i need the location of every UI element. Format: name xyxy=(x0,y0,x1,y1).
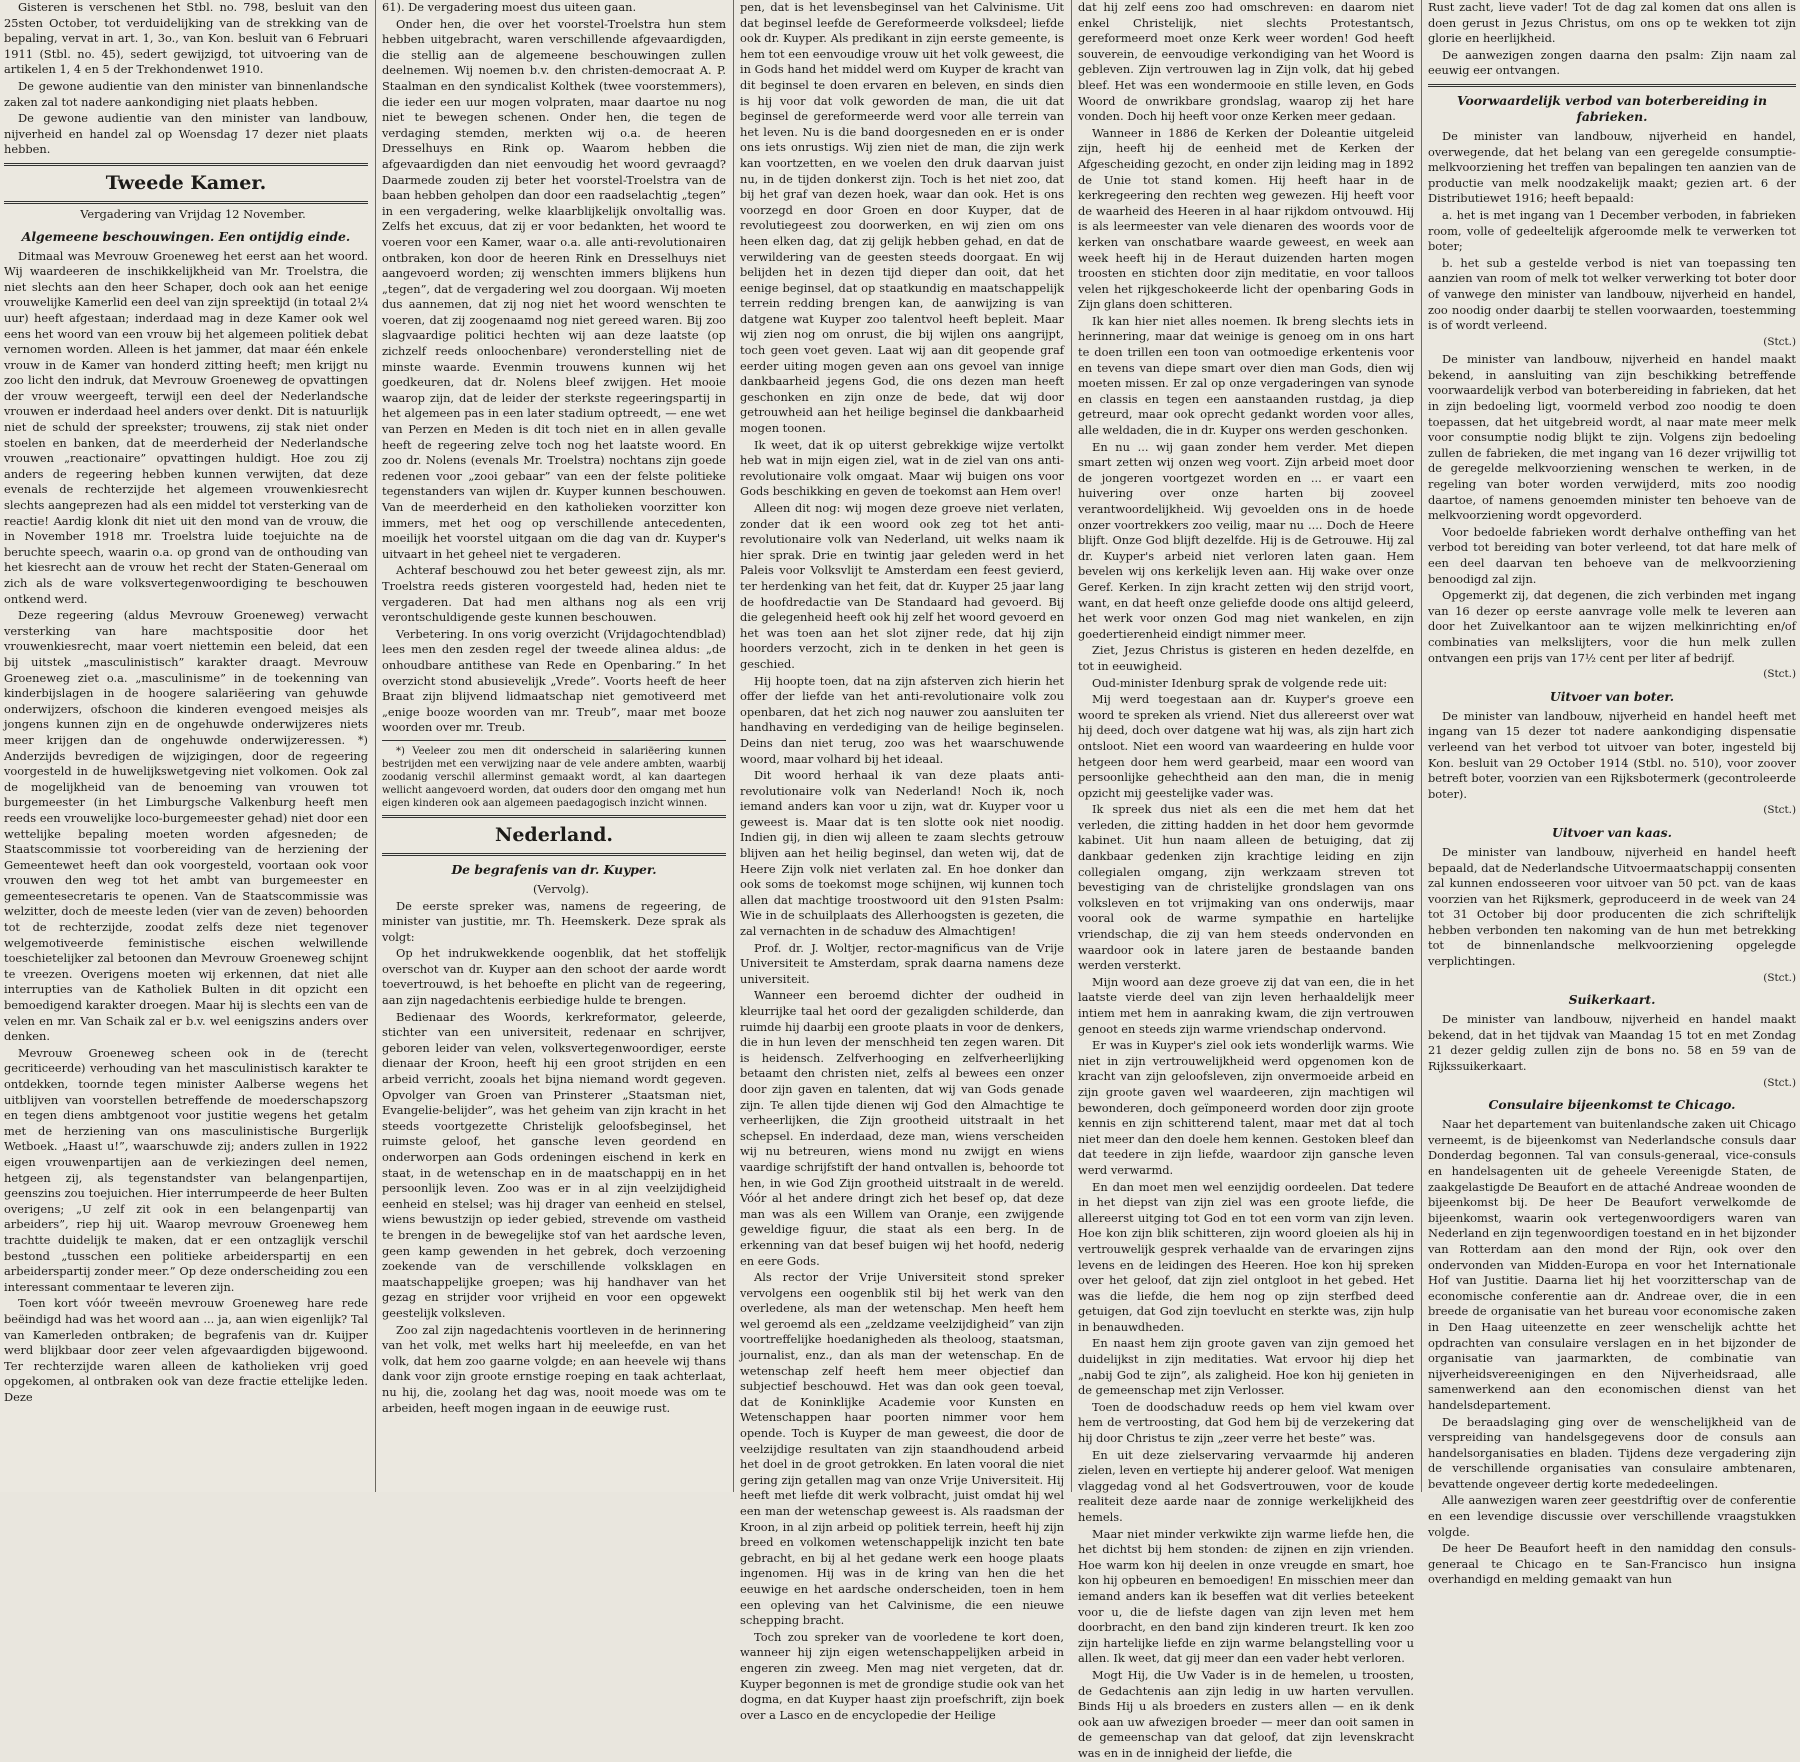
article-paragraph: En uit deze zielservaring vervaarmde hij anderen zielen, leven en vertiepte hij anderer geloof. Wat menigen vlaggedag vond al het Godsvertrouwen, voor de koude realiteit deze aarde naar de zonnige werkelijkheid des hemels. xyxy=(1078,1447,1414,1524)
divider xyxy=(382,815,726,818)
section-title-uitvoer-boter: Uitvoer van boter. xyxy=(1549,688,1675,704)
article-paragraph: De eerste spreker was, namens de regeering, de minister van justitie, mr. Th. Heemskerk. Deze sprak als volgt: xyxy=(382,898,726,944)
section-title: Algemeene beschouwingen. Een ontijdig einde. xyxy=(21,228,351,244)
article-paragraph: Alle aanwezigen waren zeer geestdriftig over de conferentie en een levendige discussie over verschillende vraagstukken volgde. xyxy=(1428,1493,1796,1539)
column-1 xyxy=(0,0,372,1492)
article-paragraph: b. het sub a gestelde verbod is niet van toepassing ten aanzien van room of melk tot welker verwerking tot boter door of vanwege den minister van landbouw, nijverheid en handel, zoo noodig onder daarbij te stellen voorwaarden, toestemming is of wordt verleend. xyxy=(1428,255,1796,333)
article-paragraph: Naar het departement van buitenlandsche zaken uit Chicago verneemt, is de bijeenkomst van Nederlandsche consuls daar Donderdag begonnen. Tal van consuls-generaal, vice-consuls en handelsagenten uit de geheele Vereenigde Staten, de zaakgelastigde De Beaufort en de attaché Andreae woonden de bijeenkomst bij. De heer De Beaufort verwelkomde de bijeenkomst, waarin ook vertegenwoordigers waren van Nederland en zijn tegenwoordigen toestand en in het bijzonder van Rotterdam aan den mond der Rijn, ook over den ondervonden van Midden-Europa en voor het Internationale Hof van Justitie. Daarna liet hij het voorzitterschap van de economische conferentie aan dr. Andreae over, die in een breede de organisatie van het bureau voor economische zaken in Den Haag uiteenzette en zeer wenschelijk achtte het opdrachten van consulaire verslagen en in het bijzonder de organisatie van jaarmarkten, de combinatie van nijverheidsvereenigingen en den Nijverheidsraad, alle samenwerkend aan den economischen dienst van het handelsdepartement. xyxy=(1428,1117,1796,1412)
source-stct: (Stct.) xyxy=(1763,971,1796,984)
divider xyxy=(4,201,368,204)
correction-notice: Verbetering. In ons vorig overzicht (Vrijdagochtendblad) lees men den zesden regel der tweede alinea aldus: „de onhoudbare antithese van Rede en Openbaring.” In het overzicht stond abusievelijk „Vrede”. Voorts heeft de heer Braat zijn blijvend lidmaatschap niet gemotiveerd met „enige booze woorden van mr. Treub”, maar met booze woorden over mr. Treub. xyxy=(382,626,726,735)
column-rule xyxy=(733,0,734,1492)
source-stct: (Stct.) xyxy=(1763,1076,1796,1089)
article-paragraph: Op het indrukwekkende oogenblik, dat het stoffelijk overschot van dr. Kuyper aan den schoot der aarde wordt toevertrouwd, is het behoefte en plicht van de regeering, aan zijn nagedachtenis eerbiedige hulde te brengen. xyxy=(382,946,726,1008)
article-paragraph: Onder hen, die over het voorstel-Troelstra hun stem hebben uitgebracht, waren verschillende afgevaardigden, die stellig aan de algemeene beschouwingen zullen deelnemen. Wij noemen b.v. den christen-democraat A. P. Staalman en den syndicalist Kolthek (twee voorstemmers), die ieder een uur mogen volpraten, maar daartoe nu nog niet te bewegen schenen. Onder hen, die tegen de verdaging stemden, merkten wij o.a. de heeren Dresselhuys en Rink op. Waarom hebben die afgevaardigden dan niet eenvoudig het woord gevraagd? Daarmede zouden zij beter het voorstel-Troelstra van de baan hebben geholpen dan door een raadselachtig „tegen” in een vergadering, welke klaarblijkelijk onvoltallig was. Zelfs het excuus, dat zij er voor bedankten, het woord te voeren voor een Kamer, waar o.a. alle anti-revolutionairen ontbraken, kon door de heeren Rink en Dresselhuys niet aangevoerd worden; zij wenschten immers blijkens hun „tegen”, dat de vergadering wel zou doorgaan. Wij moeten dus aannemen, dat zij nog niet het woord wenschten te voeren, dat zij zoogenaamd nog niet gereed waren. Bij zoo slagvaardige politici hechten wij aan deze laatste (op zichzelf reeds onloochenbare) veronderstelling niet de minste waarde. Evenmin trouwens kunnen wij het goedkeuren, dat dr. Nolens bleef zwijgen. Het mooie waarop zijn, dat de leider der sterkste regeeringspartij in het algemeen pas in een later stadium optreedt, — ene wet van Perzen en Meden is dit toch niet en in allen gevalle heeft de regeering zelve toch nog het laatste woord. En zoo dr. Nolens (evenals Mr. Troelstra) nochtans zijn goede redenen voor „zooi gebaar” van een der felste politieke tegenstanders van wijlen dr. Kuyper kunnen beschouwen. Van de meerderheid en den katholieken voorzitter kon immers, met het oog op verschillende antecedenten, moeilijk het voorstel uitgaan om die dag van dr. Kuyper's uitvaart in het geheel niet te vergaderen. xyxy=(382,16,726,561)
article-paragraph: Oud-minister Idenburg sprak de volgende rede uit: xyxy=(1092,675,1388,690)
divider xyxy=(382,740,726,741)
section-title-boterbereiding: Voorwaardelijk verbod van boterbereiding in fabrieken. xyxy=(1457,92,1767,124)
article-paragraph: En nu ... wij gaan zonder hem verder. Met diepen smart zetten wij onzen weg voort. Zijn arbeid moet door de jongeren voortgezet worden en ... er vaart een huivering over onze harten bij zooveel verantwoordelijkheid. Wij gevoelden ons in de hoede onzer voortrekkers zoo veilig, maar nu .... Doch de Heere blijft. Onze God blijft dezelfde. Hij is de Getrouwe. Hij zal dr. Kuyper's arbeid niet verloren laten gaan. Hem bevelen wij ons kerkelijk leven aan. Hij wake over onze Geref. Kerken. In zijn kracht zetten wij den strijd voort, want, en dat heeft onze geliefde doode ons altijd geleerd, het werk voor onzen God mag niet wankelen, en zijn goedertierenheid eindigt nimmer meer. xyxy=(1078,439,1414,641)
source-stct: (Stct.) xyxy=(1763,668,1796,681)
article-paragraph: De beraadslaging ging over de wenschelijkheid van de verspreiding van handelsgegevens door de consuls aan handelsorganisaties en bladen. Tijdens deze vergadering zijn de verschillende organisaties van consulaire ambtenaren, bevattende ongeveer dertig korte mededeelingen. xyxy=(1428,1414,1796,1491)
article-paragraph: Alleen dit nog: wij mogen deze groeve niet verlaten, zonder dat ik een woord ook zeg tot het anti-revolutionaire volk van Nederland, uit welks naam ik hier sprak. Drie en twintig jaar geleden werd in het Paleis voor Volksvlijt te Amsterdam een feest gevierd, ter herdenking van het feit, dat dr. Kuyper 25 jaar lang de hoofdredactie van De Standaard had gevoerd. Bij die gelegenheid heeft ook hij zelf het woord gevoerd en het was toen aan het slot zijner rede, dat hij zijn hoorders verzocht, zich in te denken in het geen is geschied. xyxy=(740,501,1064,671)
article-paragraph: Ditmaal was Mevrouw Groeneweg het eerst aan het woord. Wij waardeeren de inschikkelijkheid van Mr. Troelstra, die niet slechts aan den heer Schaper, doch ook aan het eenige vrouwelijke Kamerlid een deel van zijn spreektijd (in totaal 2¼ uur) heeft afgestaan; inderdaad mag in deze Kamer ook wel eens het woord van een vrouw bij het algemeen politiek debat vernomen worden. Alleen is het jammer, dat maar één enkele vrouw in de Kamer van honderd zitting heeft; men krijgt nu zoo licht den indruk, dat Mevrouw Groeneweg de opvattingen der vrouw weergeeft, terwijl een deel der Nederlandsche vrouwen er inderdaad heel anders over denkt. Dit is natuurlijk niet de schuld der spreekster; trouwens, zij stak niet onder stoelen en banken, dat de meerderheid der Nederlandsche vrouwen „reactionaire” opvattingen huldigt. Hoe zou zij anders de regeering hebben kunnen verwijten, dat deze evenals de rechterzijde het algemeen vrouwenkiesrecht slechts aangeprezen had als een middel tot versterking van de reactie! Aardig klonk dit niet uit den mond van de vrouw, die in November 1918 mr. Troelstra luide toejuichte na de beruchte speech, waarin o.a. op grond van de onthouding van het kiesrecht aan de vrouw het recht der Staten-Generaal om zich als de ware volksvertegenwoordiging te beschouwen ontkend werd. xyxy=(4,248,368,606)
article-paragraph: Toen de doodschaduw reeds op hem viel kwam over hem de vertroosting, dat God hem bij de verzekering dat hij door Christus te zijn „zeer verre het beste” was. xyxy=(1078,1399,1414,1446)
article-paragraph: Dit woord herhaal ik van deze plaats anti-revolutionaire volk van Nederland! Noch ik, noch iemand anders kan voor u zijn, wat dr. Kuyper voor u geweest is. Maar dat is ten slotte ook niet noodig. Indien gij, in dien wij alleen te zaam slechts getrouw blijven aan het heilig beginsel, dan weten wij, dat de Heere Zijn volk niet verlaten zal. En hoe donker dan ook soms de toekomst moge schijnen, wij kunnen toch allen dat machtige troostwoord uit den 91sten Psalm: Wie in de schuilplaats des Allerhoogsten is gezeten, die zal vernachten in de schaduw des Almachtigen! xyxy=(740,768,1064,939)
column-3 xyxy=(736,0,1068,1722)
article-paragraph: De minister van landbouw, nijverheid en handel heeft bepaald, dat de Nederlandsche Uitvoermaatschappij consenten zal kunnen endosseeren voor uitvoer van 50 pct. van de kaas voorzien van het Rijksmerk, geproduceerd in de week van 24 tot 31 October bij door producenten die zich schriftelijk hebben verbonden ten nakoming van de hun met betrekking tot de binnenlandsche melkvoorziening opgelegde verplichtingen. xyxy=(1428,844,1796,969)
article-paragraph: Ik spreek dus niet als een die met hem dat het verleden, die zitting hadden in het door hem gevormde kabinet. Uit hun naam alleen de betuiging, dat zij dankbaar gedenken zijn krachtige leiding en zijn collegialen omgang, zijn werkzaam streven tot bevestiging van de christelijke grondslagen van ons volksleven en tot vrijmaking van ons onderwijs, maar vooral ook de warme sympathie en hartelijke vriendschap, die zij van hem steeds ondervonden en waardoor ook in latere jaren de bestaande banden werden versterkt. xyxy=(1078,802,1414,973)
article-paragraph: Ik kan hier niet alles noemen. Ik breng slechts iets in herinnering, maar dat weinige is genoeg om in ons hart te doen trillen een toon van ootmoedige erkentenis voor en tevens van diepe smart over dien man Gods, dien wij moeten missen. Er zal op onze vergaderingen van synode en classis en tegen een aanstaanden rustdag, ja diep getreurd, maar ook oprecht gedankt worden voor alles, alle weldaden, die in dr. Kuyper ons werden geschonken. xyxy=(1078,313,1414,438)
divider xyxy=(382,853,726,856)
article-paragraph: Maar niet minder verkwikte zijn warme liefde hen, die het dichtst bij hem stonden: de zijnen en zijn vrienden. Hoe warm kon hij deelen in onze vreugde en smart, hoe kon hij opbeuren en bemoedigen! En misschien meer dan iemand anders kan ik beseffen wat dit verlies beteekent voor u, die de liefste dagen van zijn leven met hem doorbracht, en den band zijn kinderen treurt. Ik ken zoo zijn hartelijke liefde en zijn warme belangstelling voor u allen. Ik weet, dat gij meer dan een vader hebt verloren. xyxy=(1078,1526,1414,1666)
article-paragraph: 61). De vergadering moest dus uiteen gaan. xyxy=(382,0,637,14)
article-paragraph: Wanneer in 1886 de Kerken der Doleantie uitgeleid zijn, heeft hij de eenheid met de Kerken der Afgescheiding gezocht, en onder zijn leiding mag in 1892 de Unie tot stand komen. Hij heeft haar in de kerkregeering den rechten weg gewezen. Hij heeft voor de waarheid des Heeren in al haar rijkdom ontvouwd. Hij is als leermeester van vele dienaren des woords voor de kerken van onschatbare waarde geweest, en week aan week heeft hij in de Heraut duizenden harten mogen troosten en stichten door zijn meditatie, en voor talloos velen het rijkgeschokeerde licht der openbaring Gods in Zijn glans doen schitteren. xyxy=(1078,125,1414,312)
column-rule xyxy=(375,0,376,1492)
column-4 xyxy=(1074,0,1418,1760)
article-paragraph: pen, dat is het levensbeginsel van het Calvinisme. Uit dat beginsel leefde de Gereformeerde volksdeel; liefde ook dr. Kuyper. Als predikant in zijn eerste gemeente, is hem tot een eenvoudige vrouw uit het volk geweest, die in Gods hand het middel werd om Kuyper de kracht van dit beginsel te doen ervaren en beleven, en sinds dien is hij voor dat volk geworden de man, die uit dat beginsel de gereformeerde werd voor alle terrein van het leven. Nu is die band doorgesneden en er is onder ons iets onrustigs. Wij zien niet de man, die zijn werk kan voortzetten, en we voelen den druk daarvan juist nu, in de tijden donkerst zijn. Toch is het niet zoo, dat bij het graf van dezen hoek, waar dan ook. Het is ons voorzegd en door Groen en door Kuyper, dat de revolutiegeest zou doorwerken, en wij zien om ons heen elken dag, dat zij gelijk hebben gehad, en dat de verwildering van de geesten steeds doorgaat. En wij belijden het in dezen tijd dieper dan ooit, dat het eenige beginsel, dat op staatkundig en maatschappelijk terrein redding brengen kan, de aanwijzing is van datgene wat Kuyper zoo talentvol heeft bepleit. Maar wij zien nog om onrust, die bij wijlen ons aangrijpt, toch geen voet geven. Laat wij aan dit geopende graf eerder uiting mogen geven aan ons gevoel van innige dankbaarheid jegens God, die ons dezen man heeft geschonken en zijn onze de bede, dat wij door getrouwheid aan het heilige beginsel die dankbaarheid mogen toonen. xyxy=(740,0,1064,436)
article-paragraph: Prof. dr. J. Woltjer, rector-magnificus van de Vrije Universiteit te Amsterdam, sprak daarna namens deze universiteit. xyxy=(740,940,1064,986)
notice-audience-1: De gewone audientie van den minister van binnenlandsche zaken zal tot nadere aankondiging niet plaats hebben. xyxy=(4,78,368,109)
article-paragraph: De aanwezigen zongen daarna den psalm: Zijn naam zal eeuwig eer ontvangen. xyxy=(1428,47,1796,78)
article-paragraph: De minister van landbouw, nijverheid en handel, overwegende, dat het belang van een geregelde consumptie-melkvoorziening het treffen van bepalingen ten aanzien van de productie van melk noodzakelijk maakt; gezien art. 6 der Distributiewet 1916; heeft bepaald: xyxy=(1428,128,1796,206)
column-2 xyxy=(378,0,730,1492)
article-paragraph: De minister van landbouw, nijverheid en handel maakt bekend, in aansluiting van zijn beschikking betreffende voorwaardelijk verbod van boterbereiding in fabrieken, dat het in zijn bedoeling ligt, voormeld verbod zoo noodig te doen toepassen, dat het uitgebreid wordt, al naar mate meer melk voor consumptie nodig blijkt te zijn. Volgens zijn bedoeling zullen de fabrieken, die met ingang van 16 dezer vrijwillig tot de geregelde melkvoorziening wenschen te werken, in de regeling van boter worden verwijderd, mits zoo noodig daartoe, of namens genoemden minister ten behoeve van de melkvoorziening wordt opgevorderd. xyxy=(1428,352,1796,523)
article-paragraph: Achteraf beschouwd zou het beter geweest zijn, als mr. Troelstra reeds gisteren voorgesteld had, heden niet te vergaderen. Dat had men althans nog als een vrij verontschuldigende geste kunnen beschouwen. xyxy=(382,563,726,625)
article-paragraph: De minister van landbouw, nijverheid en handel heeft met ingang van 15 dezer tot nadere aankondiging dispensatie verleend van het verbod tot uitvoer van boter, ingesteld bij Kon. besluit van 29 October 1914 (Stbl. no. 510), voor zoover betreft boter, voorzien van een Rijksbotermerk (gecontroleerde boter). xyxy=(1428,708,1796,801)
section-title-consulaire: Consulaire bijeenkomst te Chicago. xyxy=(1488,1097,1736,1113)
column-rule xyxy=(1421,0,1422,1492)
article-paragraph: En dan moet men wel eenzijdig oordeelen. Dat tedere in het diepst van zijn ziel was een groote liefde, die allereerst uitging tot God en tot een vorm van zijn leven. Hoe kon zijn blik schitteren, zijn woord gloeien als hij in vertrouwelijk gesprek verhaalde van de ervaringen zijns levens en de leidingen des Heeren. Hoe kon hij spreken over het geloof, dat zijn ziel ontgloot in het gebed. Het was die liefde, die hem nog op zijn sterfbed deed getuigen, dat God zijn toevlucht en sterkte was, zijn hulp in benauwdheden. xyxy=(1078,1179,1414,1334)
article-paragraph: De minister van landbouw, nijverheid en handel maakt bekend, dat in het tijdvak van Maandag 15 tot en met Zondag 21 dezer geldig zullen zijn de bons no. 58 en 59 van de Rijkssuikerkaart. xyxy=(1428,1012,1796,1074)
article-paragraph: Opgemerkt zij, dat degenen, die zich verbinden met ingang van 16 dezer op eerste aanvrage volle melk te leveren aan door het Zuivelkantoor aan te wijzen melkinrichting en/of combinaties van melkslijters, voor die hun melk zullen ontvangen een prijs van 17½ cent per liter af bedrijf. xyxy=(1428,588,1796,665)
article-paragraph: Bedienaar des Woords, kerkreformator, geleerde, stichter van een universiteit, redenaar en schrijver, geboren leider van velen, volksvertegenwoordiger, eerste dienaar der Kroon, heeft hij een groot strijden en een arbeid verricht, zooals het bijna niemand wordt gegeven. Opvolger van Groen van Prinsterer „Staatsman niet, Evangelie-belijder”, was het geheim van zijn kracht in het steeds voortgezette Christelijk geloofsbeginsel, het ruimste geloof, het gansche leven geordend en onderworpen aan Gods ordeningen eischend in kerk en staat, in de wetenschap en in de maatschappij en in het persoonlijk leven. Zoo was er in al zijn veelzijdigheid eenheid en stelsel; was hij drager van eenheid en stelsel, wiens bewustzijn op ieder gebied, strevende om vastheid te brengen in de bewegelijke stof van het aardsche leven, geen kamp gewenden in het gebrek, doch verzoening zoekende van de verschillende volksklagen en maatschappelijke groepen; was hij handhaver van het gezag en strijder voor vrijheid en voor een opgewekt geestelijk volksleven. xyxy=(382,1009,726,1320)
article-paragraph: En naast hem zijn groote gaven van zijn gemoed het duidelijkst in zijn meditaties. Wat ervoor hij diep het „nabij God te zijn”, als zaligheid. Hoe kon hij genieten in de gemeenschap met zijn Verlosser. xyxy=(1078,1336,1414,1398)
section-title-uitvoer-kaas: Uitvoer van kaas. xyxy=(1552,824,1672,840)
column-rule xyxy=(1071,0,1072,1492)
footnote: *) Veeleer zou men dit onderscheid in salariëering kunnen bestrijden met een verwijzing naar de vele andere ambten, waarbij zoodanig verschil allerminst gemaakt wordt, al kan daartegen wellicht aangevoerd worden, dat ouders door den omgang met hun eigen kinderen ook aan algemeen paedagogisch inzicht winnen. xyxy=(382,745,726,809)
article-paragraph: Toen kort vóór tweeën mevrouw Groeneweg hare rede beëindigd had was het woord aan ... ja, aan wien eigenlijk? Tal van Kamerleden ontbraken; de begrafenis van dr. Kuijper werd blijkbaar door zeer velen afgevaardigden bijgewoond. Ter rechterzijde waren alleen de katholieken vrij goed opgekomen, al ontbraken ook van deze fractie ettelijke leden. Deze xyxy=(4,1296,368,1404)
divider xyxy=(4,163,368,166)
article-paragraph: Als rector der Vrije Universiteit stond spreker vervolgens een oogenblik stil bij het werk van den overledene, als man der wetenschap. Men heeft hem wel geroemd als een „zeldzame veelzijdigheid” van zijn voortreffelijke hoedanigheden als theoloog, staatsman, journalist, enz., dan als man der wetenschap. En de wetenschap zelf heeft hem meer objectief dan subjectief beschouwd. Het was dan ook geen toeval, dat de Koninklijke Academie voor Kunsten en Wetenschappen haar poorten nimmer voor hem opende. Toch is Kuyper de man geweest, die door de veelzijdige resultaten van zijn staandhoudend arbeid het doel in de groot getrokken. En laten vooral die niet gering zijn getallen mag van onze Vrije Universiteit. Hij heeft met liefde dit werk volbracht, juist omdat hij wel een man der wetenschap geweest is. Als raadsman der Kroon, in al zijn arbeid op politiek terrein, heeft hij zijn breed en volkomen wetenschappelijk inzicht ten bate gebracht, en bij al het gedane werk een hooge plaats ingenomen. Hij was in de kring van hen die het eeuwige en het aardsche onderscheiden, toen in hem een opleving van het Calvinisme, die een nieuwe schepping bracht. xyxy=(740,1270,1064,1628)
session-date: Vergadering van Vrijdag 12 November. xyxy=(80,206,306,221)
article-paragraph: dat hij zelf eens zoo had omschreven: en daarom niet enkel Christelijk, niet slechts Protestantsch, gereformeerd moet onze Kerk weer worden! God heeft souverein, de eenvoudige verkondiging van het Woord is gebleven. Zijn vertrouwen lag in Zijn volk, dat hij gebed bleef. Het was een wondermooie en stille leven, en Gods Woord de onwrikbare grondslag, waarop zij het hare vonden. Doch hij heeft voor onze Kerken meer gedaan. xyxy=(1078,0,1414,124)
source-stct: (Stct.) xyxy=(1763,335,1796,348)
continued-label: (Vervolg). xyxy=(532,881,590,896)
divider xyxy=(1428,84,1796,87)
article-paragraph: Deze regeering (aldus Mevrouw Groeneweg) verwacht versterking van hare machtspositie door het vrouwenkiesrecht, maar voert niettemin een beleid, dat een bij uitstek „masculinistisch” karakter draagt. Mevrouw Groeneweg ziet o.a. „masculinisme” in de toekenning van kinderbijslagen in de hoogere salariëering van gehuwde onderwijzers, ofschoon die kinderen evengoed meisjes als jongens kunnen zijn en de ongehuwde onderwijzeres niets meer krijgen dan de ongehuwde onderwijzeressen. *) Anderzijds bevredigen de wijzigingen, door de regeering voorgesteld in de huwelijkswetgeving niet volkomen. Ook zal de mogelijkheid van de benoeming van vrouwen tot burgemeester (in het Limburgsche Valkenburg heeft men reeds een vrouwelijke loco-burgemeester gehad) niet door een wettelijke bepaling moeten worden afgesneden; de Staatscommissie tot voorbereiding van de herziening der Gemeentewet heeft dan ook voorgesteld, voortaan ook voor vrouwen den weg tot het ambt van burgemeester en gemeentesecretaris te openen. Van de Staatscommissie was welzitter, doch de meeste leden (vier van de zeven) behoorden tot de rechterzijde, zoodat zelfs deze niet tegenover welgemotiveerde feministische eischen welwillende toeschietelijker zal betoonen dan Mevrouw Groeneweg schijnt te vreezen. Overigens moeten wij erkennen, dat niet alle interrupties van de Katholiek Bulten in dit opzicht een bemoedigend karakter droegen. Maar hij is slechts een van de velen en mr. Van Schaik zal er b.v. wel eenigszins anders over denken. xyxy=(4,608,368,1044)
article-paragraph: Mij werd toegestaan aan dr. Kuyper's groeve een woord te spreken als vriend. Niet dus allereerst over wat hij deed, doch over datgene wat hij was, als zijn hart zich ontsloot. Niet een woord van waardeering en hulde voor hetgeen door hem werd gearbeid, maar een woord van persoonlijke gehechtheid aan den man, die in menig opzicht mij geestelijke vader was. xyxy=(1078,692,1414,800)
article-paragraph: Er was in Kuyper's ziel ook iets wonderlijk warms. Wie niet in zijn vertrouwelijkheid werd opgenomen kon de kracht van zijn geloofsleven, zijn onvermoeide arbeid en zijn groote gaven wel waardeeren, zijn machtigen wil bewonderen, doch geïmponeerd worden door zijn groote kennis en zijn schitterend talent, maar met dat al toch niet meer dan den doele hem kennen. Gestoken bleef dan dat teedere in zijn liefde, waardoor zijn gansche leven werd verwarmd. xyxy=(1078,1038,1414,1177)
column-5 xyxy=(1424,0,1800,1587)
section-title-suikerkaart: Suikerkaart. xyxy=(1568,992,1656,1008)
notice-audience-2: De gewone audientie van den minister van landbouw, nijverheid en handel zal op Woensdag 17 dezer niet plaats hebben. xyxy=(4,111,368,157)
section-title: De begrafenis van dr. Kuyper. xyxy=(451,861,657,877)
article-paragraph: Toch zou spreker van de voorledene te kort doen, wanneer hij zijn eigen wetenschappelijken arbeid in engeren zin zweeg. Men mag niet vergeten, dat dr. Kuyper begonnen is met de grondige studie ook van het dogma, en dat Kuyper haast zijn proefschrift, zijn boek over a Lasco en de encyclopedie der Heilige xyxy=(740,1629,1064,1722)
heading-nederland: Nederland. xyxy=(494,823,614,846)
article-paragraph: Wanneer een beroemd dichter der oudheid in kleurrijke taal het oord der gezaligden schilderde, dan ruimde hij daarbij een groote plaats in voor de denkers, die in hun leven der menschheid ten zegen waren. Dit is heidensch. Zelfverhooging en zelfverheerlijking betaamt den christen niet, zelfs al bewees een onzer door zijn gaven en talenten, dat wij van Gods genade zijn. Te allen tijde dienen wij God den Almachtige te verheerlijken, die Zijn grootheid uitstraalt in het schepsel. En inderdaad, deze man, wiens verscheiden wij nu betreuren, wiens mond nu zwijgt en wiens vaardige schrijfstift der hand ontvallen is, behoorde tot hen, in wie God Zijn grootheid uitstraalt in de wereld. Vóór al het andere dringt zich het besef op, dat deze man was als een Willem van Oranje, een zwijgende geweldige figuur, die staat als een berg. In de erkenning van dat besef buigen wij het hoofd, nederig en eere Gods. xyxy=(740,988,1064,1268)
article-paragraph: Rust zacht, lieve vader! Tot de dag zal komen dat ons allen is doen gerust in Jezus Christus, om ons op te wekken tot zijn glorie en heerlijkheid. xyxy=(1428,0,1796,46)
article-paragraph: Ziet, Jezus Christus is gisteren en heden dezelfde, en tot in eeuwigheid. xyxy=(1078,643,1414,673)
article-paragraph: Mijn woord aan deze groeve zij dat van een, die in het laatste vierde deel van zijn leven herhaaldelijk meer intiem met hem in aanraking kwam, die zijn vertrouwen genoot en steeds zijn warme vriendschap ondervond. xyxy=(1078,974,1414,1036)
notice-stbl: Gisteren is verschenen het Stbl. no. 798, besluit van den 25sten October, tot verduidelijking van de strekking van de bepaling, vervat in art. 1, 3o., van Kon. besluit van 6 Februari 1911 (Stbl. no. 45), sedert gewijzigd, tot uitvoering van de artikelen 1, 4 en 5 der Trekhondenwet 1910. xyxy=(4,0,368,77)
article-paragraph: Ik weet, dat ik op uiterst gebrekkige wijze vertolkt heb wat in mijn eigen ziel, wat in de ziel van ons anti-revolutionaire volk omgaat. Maar wij buigen ons voor Gods beschikking en geven de toekomst aan Hem over! xyxy=(740,437,1064,499)
article-paragraph: a. het is met ingang van 1 December verboden, in fabrieken room, volle of gedeeltelijk afgeroomde melk te verwerken tot boter; xyxy=(1428,207,1796,254)
article-paragraph: Mevrouw Groeneweg scheen ook in de (terecht gecriticeerde) verhouding van het masculinistisch karakter te ontdekken, toornde tegen minister Aalberse wegens het uitblijven van voorstellen betreffende de moederschapszorg en tegen diens ambtgenoot voor justitie wegens het getalm met de herziening van ons masculinistische Burgerlijk Wetboek. „Haast u!”, waarschuwde zij; anders zullen in 1922 eigen vrouwenpartijen aan de verkiezingen deel nemen, hetgeen zij, als tegenstandster van belangenpartijen, geenszins zou toejuichen. Hier interrumpeerde de heer Bulten overigens; „U zelf zit ook in een belangenpartij van arbeiders”, riep hij uit. Waarop mevrouw Groeneweg hem trachtte duidelijk te maken, dat er een ontzaglijk verschil bestond „tusschen een politieke arbeiderspartij en een arbeiderspartij zonder meer.” Op deze onderscheiding zou een interessant commentaar te leveren zijn. xyxy=(4,1045,368,1294)
heading-tweede-kamer: Tweede Kamer. xyxy=(105,171,267,194)
article-paragraph: De heer De Beaufort heeft in den namiddag den consuls-generaal te Chicago en te San-Francisco hun insigna overhandigd en melding gemaakt van hun xyxy=(1428,1541,1796,1587)
article-paragraph: Zoo zal zijn nagedachtenis voortleven in de herinnering van het volk, met welks hart hij meeleefde, en van het volk, dat hem zoo gaarne volgde; en aan heevele wij thans dank voor zijn groote ernstige roeping en taak achterlaat, nu hij, die, zoolang het dag was, nooit moede was om te arbeiden, heeft mogen ingaan in de eeuwige rust. xyxy=(382,1322,726,1415)
article-paragraph: Mogt Hij, die Uw Vader is in de hemelen, u troosten, de Gedachtenis aan zijn ledig in uw harten vervullen. Binds Hij u als broeders en zusters allen — en ik denk ook aan uw afwezigen broeder — meer dan ooit samen in de gemeenschap van dat geloof, dat zijn levenskracht was en in de innigheid der liefde, die xyxy=(1078,1667,1414,1760)
article-paragraph: Voor bedoelde fabrieken wordt derhalve ontheffing van het verbod tot bereiding van boter verleend, tot dat hare melk of een deel daarvan ten behoeve van de melkvoorziening benoodigd zal zijn. xyxy=(1428,524,1796,586)
source-stct: (Stct.) xyxy=(1763,804,1796,817)
article-paragraph: Hij hoopte toen, dat na zijn afsterven zich hierin het offer der liefde van het anti-revolutionaire volk zou openbaren, dat het zich nog nauwer zou aansluiten ter handhaving en verdediging van de heilige beginselen. Deins dan niet terug, zoo was het waarschuwende woord, maar volhard bij het ideaal. xyxy=(740,673,1064,766)
